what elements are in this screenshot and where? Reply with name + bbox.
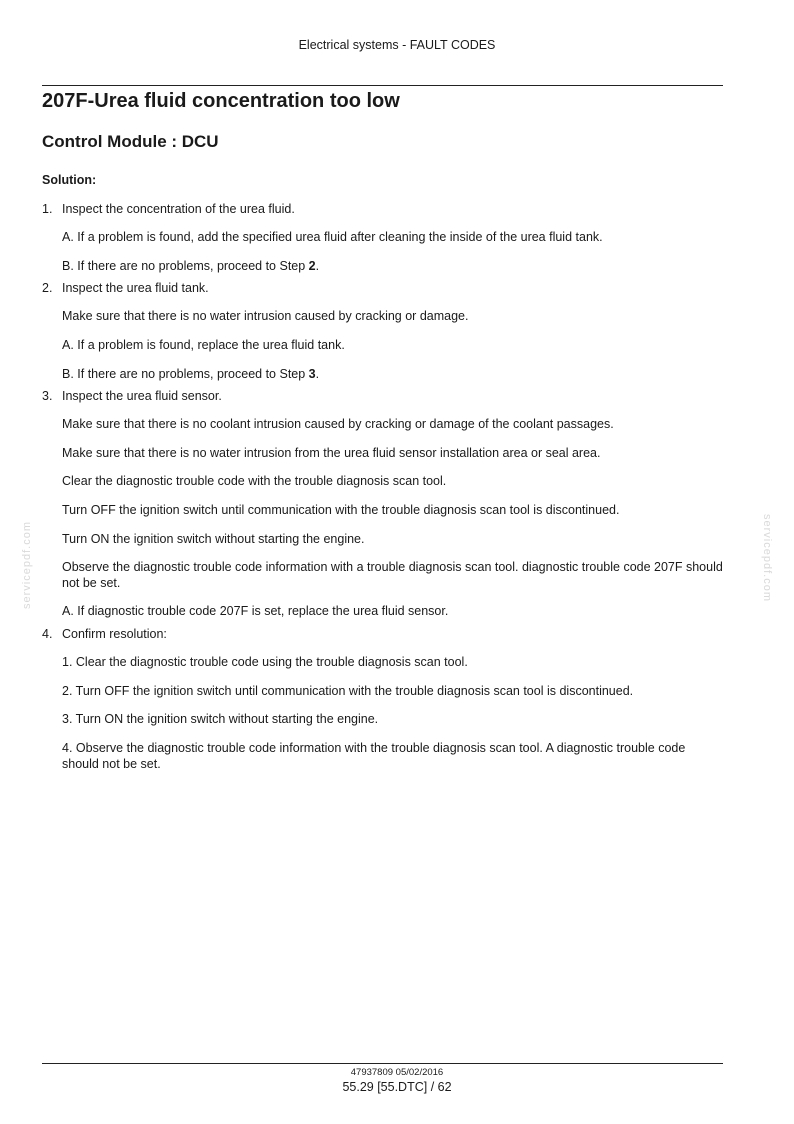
step-reference: 3 [308,367,316,381]
step-4-substep: 4. Observe the diagnostic trouble code information with the trouble diagnosis scan tool. A diagnostic trouble code should not be set. [62,741,686,771]
solution-label: Solution: [42,173,97,187]
footer-divider [42,1063,723,1064]
step-2-option-b: B. If there are no problems, proceed to Step 3. [62,367,320,381]
page-number: 55.29 [55.DTC] / 62 [342,1080,452,1094]
step-3-note: Clear the diagnostic trouble code with the trouble diagnosis scan tool. [62,474,447,488]
step-3-note: Observe the diagnostic trouble code information with a trouble diagnosis scan tool. diagnostic trouble code 207F should not be set. [62,560,723,590]
step-text: Confirm resolution: [62,627,167,641]
step-3-note: Turn ON the ignition switch without starting the engine. [62,532,365,546]
step-text: Inspect the urea fluid sensor. [62,389,222,403]
step-reference: 2 [308,259,316,273]
step-1-option-a: A. If a problem is found, add the specified urea fluid after cleaning the inside of the urea fluid tank. [62,230,603,244]
step-number: 3. [42,389,53,403]
document-number: 47937809 05/02/2016 [350,1067,444,1078]
module-heading: Control Module : DCU [42,132,219,151]
step-text: Inspect the concentration of the urea fluid. [62,202,295,216]
page-header: Electrical systems - FAULT CODES [298,38,496,52]
step-2-option-a: A. If a problem is found, replace the urea fluid tank. [62,338,345,352]
step-number: 2. [42,281,53,295]
step-number: 1. [42,202,53,216]
step-3-note: Turn OFF the ignition switch until communication with the trouble diagnosis scan tool is discontinued. [62,503,620,517]
step-4-substep: 3. Turn ON the ignition switch without starting the engine. [62,712,379,726]
step-3-note: Make sure that there is no coolant intrusion caused by cracking or damage of the coolant passages. [62,417,614,431]
watermark-left: servicepdf.com [21,521,33,609]
watermark-right: servicepdf.com [761,514,773,602]
step-number: 4. [42,627,53,641]
step-1-option-b: B. If there are no problems, proceed to Step 2. [62,259,320,273]
step-3-note: Make sure that there is no water intrusion from the urea fluid sensor installation area or seal area. [62,446,601,460]
page-title: 207F-Urea fluid concentration too low [42,90,400,112]
header-divider [42,85,723,86]
step-2-note: Make sure that there is no water intrusion caused by cracking or damage. [62,309,469,323]
step-4-substep: 1. Clear the diagnostic trouble code using the trouble diagnosis scan tool. [62,655,468,669]
step-4-substep: 2. Turn OFF the ignition switch until communication with the trouble diagnosis scan tool is discontinued. [62,684,634,698]
step-3-option-a: A. If diagnostic trouble code 207F is set, replace the urea fluid sensor. [62,604,449,618]
step-text: Inspect the urea fluid tank. [62,281,209,295]
